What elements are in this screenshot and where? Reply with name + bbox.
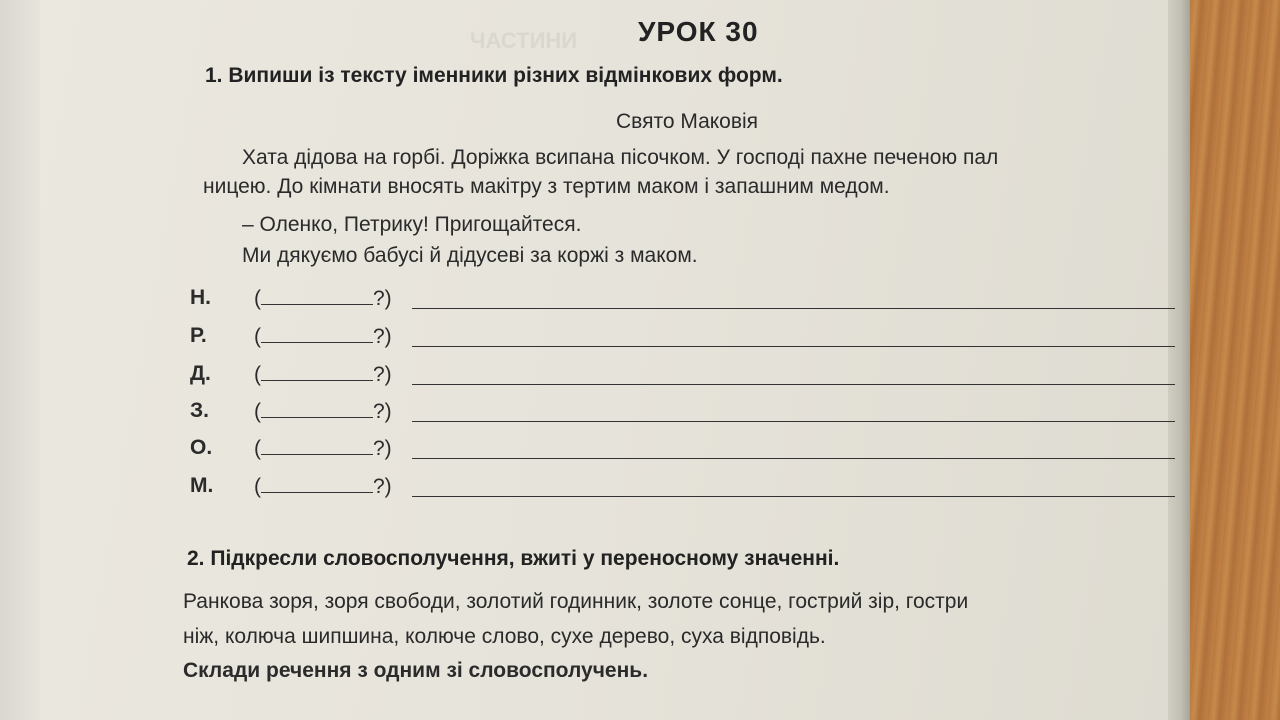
task2-instruction: 2. Підкресли словосполучення, вжиті у переносному значенні. (187, 547, 840, 570)
case-label: М. (190, 474, 214, 497)
question-blank-line[interactable] (261, 324, 373, 343)
question-blank-line[interactable] (261, 399, 373, 418)
question-blank-line[interactable] (261, 362, 373, 381)
task2-sentence-instruction: Склади речення з одним зі словосполучень. (183, 659, 649, 682)
question-blank-line[interactable] (261, 474, 373, 493)
case-row-accusative (190, 399, 1175, 429)
case-question-blank[interactable]: ( ?) (254, 363, 392, 386)
case-row-dative (190, 362, 1175, 392)
case-row-nominative (190, 286, 1175, 316)
case-label: О. (190, 436, 213, 459)
wooden-desk (1190, 0, 1280, 720)
case-label: Д. (190, 362, 211, 385)
phrase-line-2: ніж, колюча шипшина, колюче слово, сухе дерево, суха відповідь. (183, 625, 826, 648)
answer-line[interactable] (412, 308, 1175, 309)
phrase-line-1: Ранкова зоря, зоря свободи, золотий годинник, золоте сонце, гострий зір, гостри (183, 590, 969, 613)
story-title: Свято Маковія (616, 110, 759, 133)
case-question-blank[interactable]: ( ?) (254, 437, 392, 460)
answer-line[interactable] (412, 346, 1175, 347)
case-question-blank[interactable]: ( ?) (254, 325, 392, 348)
case-question-blank[interactable]: ( ?) (254, 287, 392, 310)
case-label: Р. (190, 324, 207, 347)
case-question-blank[interactable]: ( ?) (254, 400, 392, 423)
story-line-3: – Оленко, Петрику! Пригощайтеся. (242, 213, 582, 236)
answer-line[interactable] (412, 421, 1175, 422)
answer-line[interactable] (412, 496, 1175, 497)
left-page-edge (0, 0, 41, 720)
lesson-title: УРОК 30 (638, 16, 759, 47)
task1-instruction: 1. Випиши із тексту іменники різних відмінкових форм. (205, 64, 783, 87)
story-line-4: Ми дякуємо бабусі й дідусеві за коржі з маком. (242, 244, 698, 267)
case-label: З. (190, 399, 209, 422)
answer-line[interactable] (412, 458, 1175, 459)
case-row-locative (190, 474, 1175, 504)
answer-line[interactable] (412, 384, 1175, 385)
question-blank-line[interactable] (261, 286, 373, 305)
page-stack-edge (1168, 0, 1190, 720)
case-row-instrumental (190, 436, 1175, 466)
question-blank-line[interactable] (261, 436, 373, 455)
case-row-genitive (190, 324, 1175, 354)
show-through-text: ЧАСТИНИ (470, 28, 578, 53)
case-label: Н. (190, 286, 211, 309)
story-line-1: Хата дідова на горбі. Доріжка всипана пісочком. У господі пахне печеною пал (242, 146, 999, 169)
story-line-2: ницею. До кімнати вносять макітру з тертим маком і запашним медом. (203, 175, 890, 198)
case-question-blank[interactable]: ( ?) (254, 475, 392, 498)
